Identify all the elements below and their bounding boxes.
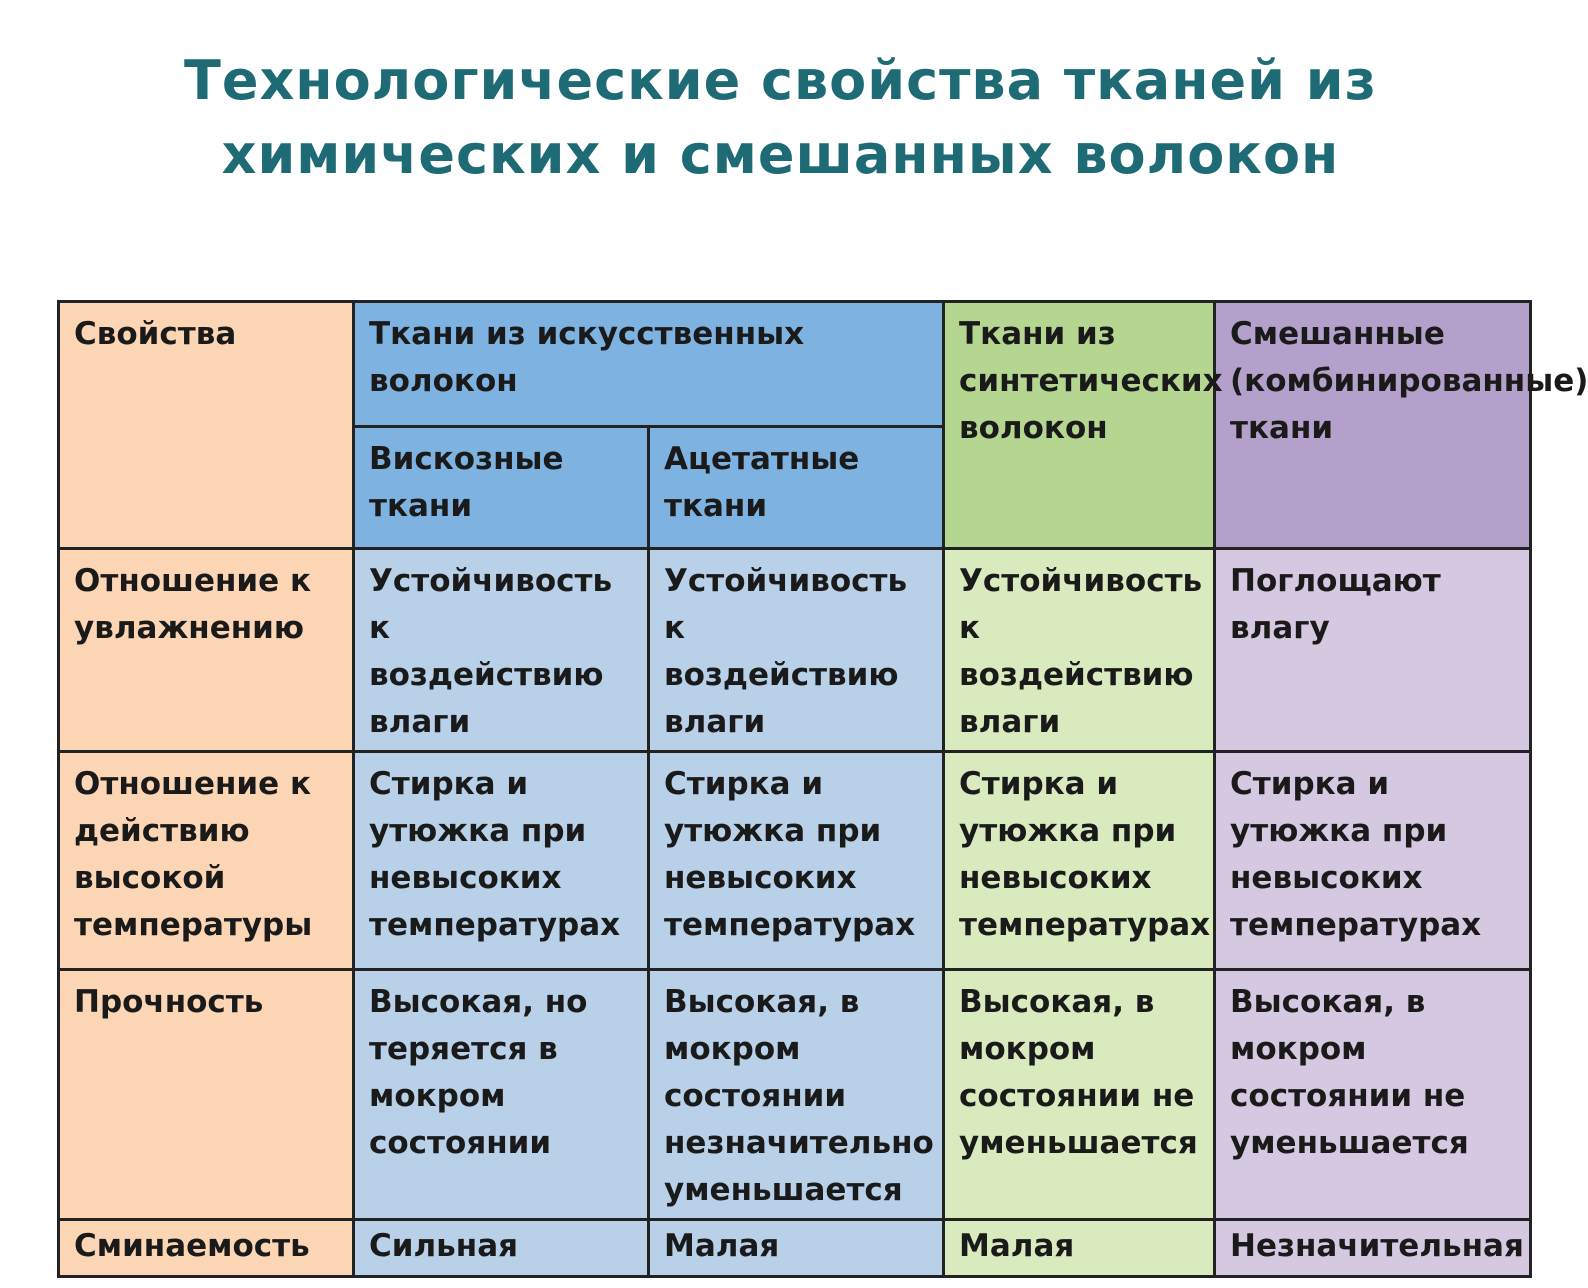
header-acetate: Ацетатные ткани (649, 427, 944, 549)
header-properties: Свойства (59, 302, 354, 549)
cell-mixed-moisture: Поглощают влагу (1215, 549, 1531, 752)
row-label-temperature: Отношение к действию высокой температуры (59, 752, 354, 970)
table-row (59, 970, 1531, 1220)
cell-acetate-temperature: Стирка и утюжка при невысоких температурах (649, 752, 944, 970)
cell-mixed-creasing: Незначительная (1215, 1220, 1531, 1277)
table-row (59, 1220, 1531, 1277)
header-synthetic-fibers: Ткани из синтетических волокон (944, 302, 1215, 549)
page-title-line-2: химических и смешанных волокон (221, 123, 1340, 186)
row-label-strength: Прочность (59, 970, 354, 1220)
cell-synthetic-strength: Высокая, в мокром состоянии не уменьшается (944, 970, 1215, 1220)
cell-mixed-temperature: Стирка и утюжка при невысоких температурах (1215, 752, 1531, 970)
cell-viscose-temperature: Стирка и утюжка при невысоких температурах (354, 752, 649, 970)
properties-table (57, 300, 1588, 1278)
table-header-row (59, 302, 1531, 427)
row-label-moisture: Отношение к увлажнению (59, 549, 354, 752)
cell-acetate-moisture: Устойчивость к воздействию влаги (649, 549, 944, 752)
page-title (0, 44, 1561, 192)
row-label-creasing: Сминаемость (59, 1220, 354, 1277)
cell-acetate-creasing: Малая (649, 1220, 944, 1277)
page-title-line-1: Технологические свойства тканей из (183, 49, 1378, 112)
header-viscose: Вискозные ткани (354, 427, 649, 549)
table-row (59, 752, 1531, 970)
cell-viscose-moisture: Устойчивость к воздействию влаги (354, 549, 649, 752)
cell-mixed-strength: Высокая, в мокром состоянии не уменьшается (1215, 970, 1531, 1220)
cell-acetate-strength: Высокая, в мокром состоянии незначительно уменьшается (649, 970, 944, 1220)
cell-synthetic-creasing: Малая (944, 1220, 1215, 1277)
cell-viscose-creasing: Сильная (354, 1220, 649, 1277)
header-mixed-fabrics: Смешанные (комбинированные) ткани (1215, 302, 1531, 549)
cell-synthetic-moisture: Устойчивость к воздействию влаги (944, 549, 1215, 752)
table-row (59, 549, 1531, 752)
header-artificial-fibers: Ткани из искусственных волокон (354, 302, 944, 427)
cell-viscose-strength: Высокая, но теряется в мокром состоянии (354, 970, 649, 1220)
cell-synthetic-temperature: Стирка и утюжка при невысоких температурах (944, 752, 1215, 970)
